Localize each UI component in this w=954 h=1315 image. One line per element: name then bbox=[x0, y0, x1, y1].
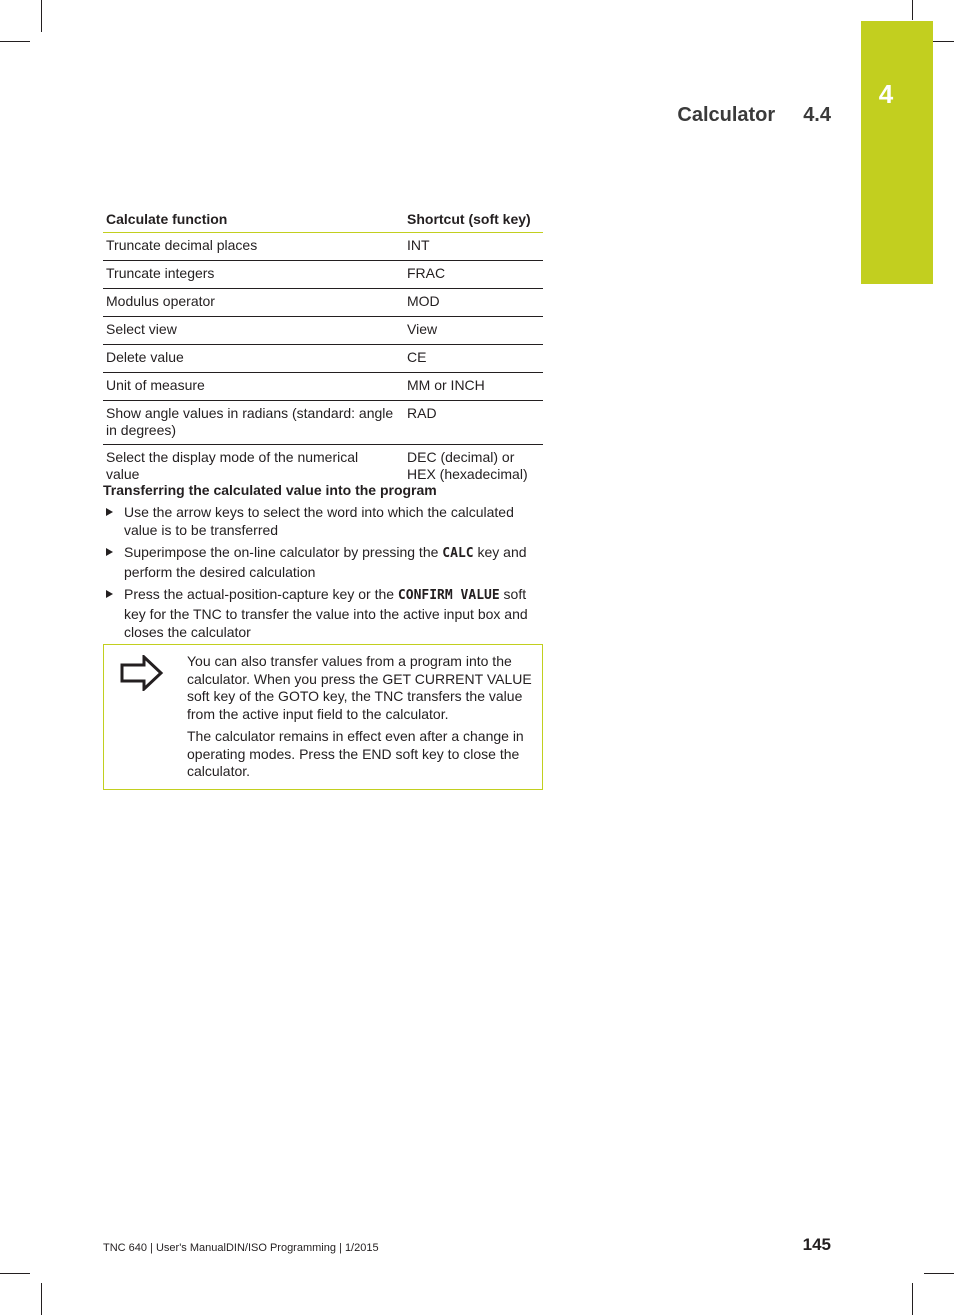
chapter-number: 4 bbox=[878, 79, 894, 109]
calc-key-label: CALC bbox=[442, 546, 474, 561]
section-number: 4.4 bbox=[803, 104, 831, 126]
step-text: key and perform the desired calculation bbox=[124, 544, 527, 580]
triangle-bullet-icon bbox=[106, 548, 113, 556]
crop-mark bbox=[0, 1273, 30, 1274]
column-header: Calculate function bbox=[103, 207, 404, 233]
transfer-steps bbox=[103, 503, 543, 645]
table-cell: MOD bbox=[404, 289, 543, 317]
page-number: 145 bbox=[802, 1235, 831, 1254]
table-row bbox=[103, 401, 543, 445]
table-row bbox=[103, 317, 543, 345]
section-heading bbox=[600, 104, 831, 127]
crop-mark bbox=[0, 41, 30, 42]
step-text: Use the arrow keys to select the word into which the calculated value is to be transferred bbox=[124, 504, 514, 538]
table-cell: DEC (decimal) or HEX (hexadecimal) bbox=[407, 449, 528, 482]
table-cell: CE bbox=[404, 345, 543, 373]
table-row bbox=[103, 345, 543, 373]
column-header: Shortcut (soft key) bbox=[404, 207, 543, 233]
note-text bbox=[187, 653, 532, 786]
step-text: soft key for the TNC to transfer the value into the active input box and closes the calculator bbox=[124, 586, 528, 640]
section-title: Calculator bbox=[677, 104, 776, 126]
step-text: Superimpose the on-line calculator by pressing the bbox=[124, 544, 443, 560]
transfer-heading: Transferring the calculated value into the program bbox=[103, 482, 437, 498]
note-paragraph: You can also transfer values from a program into the calculator. When you press the GET CURRENT VALUE soft key of the GOTO key, the TNC transfers the value from the active input field to the calculator. bbox=[187, 653, 532, 722]
table-cell: Truncate decimal places bbox=[103, 233, 404, 261]
table-cell: INT bbox=[404, 233, 543, 261]
table-row bbox=[103, 261, 543, 289]
crop-mark bbox=[912, 0, 913, 20]
list-item bbox=[103, 585, 543, 641]
footer-text: TNC 640 | User's ManualDIN/ISO Programming | 1/2015 bbox=[103, 1242, 379, 1254]
table-row bbox=[103, 233, 543, 261]
table-row bbox=[103, 289, 543, 317]
crop-mark bbox=[41, 1283, 42, 1315]
crop-mark bbox=[912, 1283, 913, 1315]
table-cell: MM or INCH bbox=[404, 373, 543, 401]
table-cell: FRAC bbox=[404, 261, 543, 289]
note-paragraph: The calculator remains in effect even after a change in operating modes. Press the END soft key to close the calculator. bbox=[187, 728, 524, 779]
table-cell: Delete value bbox=[103, 345, 404, 373]
crop-mark bbox=[924, 1273, 954, 1274]
crop-mark bbox=[41, 0, 42, 32]
triangle-bullet-icon bbox=[106, 508, 113, 516]
table-cell: Show angle values in radians (standard: angle in degrees) bbox=[103, 401, 404, 445]
table-cell: Select the display mode of the numerical value bbox=[106, 449, 359, 482]
table-cell: Select view bbox=[103, 317, 404, 345]
arrow-right-icon bbox=[120, 655, 164, 691]
confirm-value-key-label: CONFIRM VALUE bbox=[397, 588, 500, 603]
note-box bbox=[103, 644, 543, 790]
list-item bbox=[103, 543, 543, 581]
table-header-row bbox=[103, 207, 543, 233]
step-text: Press the actual-position-capture key or the bbox=[124, 586, 398, 602]
table-cell: Unit of measure bbox=[103, 373, 404, 401]
table-cell: RAD bbox=[404, 401, 543, 445]
table-cell: Truncate integers bbox=[103, 261, 404, 289]
table-row bbox=[103, 373, 543, 401]
table-cell: View bbox=[404, 317, 543, 345]
triangle-bullet-icon bbox=[106, 590, 113, 598]
chapter-tab bbox=[861, 21, 933, 284]
calculator-functions-table bbox=[103, 207, 543, 489]
table-cell: Modulus operator bbox=[103, 289, 404, 317]
list-item bbox=[103, 503, 543, 539]
